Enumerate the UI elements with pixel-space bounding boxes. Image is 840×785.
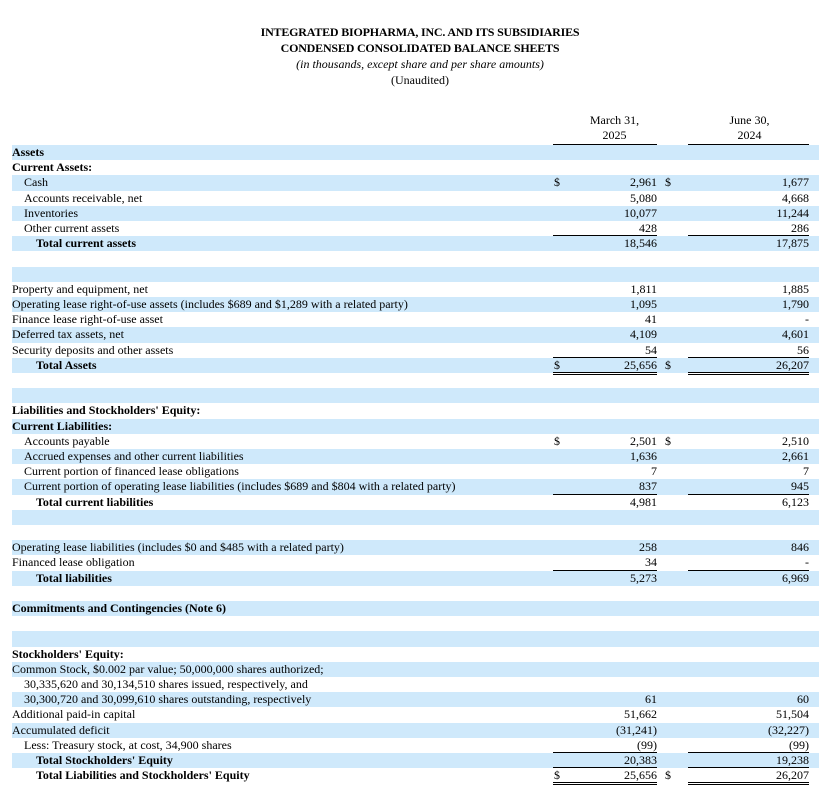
units-note: (in thousands, except share and per share amounts)	[296, 57, 544, 71]
value-march-2025: 258	[639, 540, 657, 555]
underline	[688, 235, 809, 236]
row-label: 30,335,620 and 30,134,510 shares issued, respectively, and	[24, 677, 308, 691]
column-header-line1: March 31,	[589, 113, 640, 127]
value-june-2024: -	[805, 555, 809, 570]
value-june-2024: (32,227)	[768, 722, 809, 737]
value-march-2025: 1,636	[630, 449, 657, 463]
table-row	[12, 738, 819, 753]
row-label: Accounts receivable, net	[24, 190, 143, 205]
value-march-2025: (31,241)	[616, 722, 657, 737]
row-label: Security deposits and other assets	[12, 342, 174, 357]
table-row	[12, 707, 819, 722]
table-row	[12, 464, 819, 479]
row-label: Deferred tax assets, net	[12, 327, 124, 342]
underline	[688, 752, 809, 753]
table-row	[12, 723, 819, 738]
value-june-2024: 1,677	[782, 175, 809, 190]
row-label: Common Stock, $0.002 par value; 50,000,000 shares authorized;	[12, 661, 324, 676]
currency-symbol: $	[554, 433, 560, 448]
row-label: Total Liabilities and Stockholders' Equity	[36, 768, 250, 783]
audit-note: (Unaudited)	[391, 73, 449, 87]
table-row	[12, 221, 819, 236]
currency-symbol: $	[665, 357, 671, 372]
value-march-2025: 4,981	[630, 494, 657, 509]
value-june-2024: 17,875	[776, 236, 809, 251]
table-row	[12, 358, 819, 373]
table-row	[12, 540, 819, 555]
row-label: Operating lease right-of-use assets (includes $689 and $1,289 with a related party)	[12, 297, 408, 311]
value-june-2024: 286	[791, 221, 809, 235]
value-march-2025: 7	[651, 464, 657, 479]
row-label: Total Stockholders' Equity	[36, 753, 173, 767]
row-label: Liabilities and Stockholders' Equity:	[12, 403, 201, 418]
table-row	[12, 479, 819, 494]
table-row	[12, 434, 819, 449]
value-march-2025: 51,662	[624, 707, 657, 722]
value-june-2024: 56	[797, 342, 809, 357]
row-label: Inventories	[24, 205, 78, 220]
table-row	[12, 191, 819, 206]
value-june-2024: 2,510	[782, 433, 809, 448]
table-row	[12, 160, 819, 175]
row-label: Financed lease obligation	[12, 555, 135, 570]
table-row	[12, 251, 819, 266]
table-row	[12, 206, 819, 221]
row-label: Total liabilities	[36, 570, 112, 585]
table-row	[12, 327, 819, 342]
value-june-2024: 11,244	[776, 205, 809, 220]
table-row	[12, 312, 819, 327]
table-row	[12, 677, 819, 692]
table-row	[12, 616, 819, 631]
row-label: Accounts payable	[24, 433, 110, 448]
value-june-2024: 4,601	[782, 327, 809, 342]
row-label: Accumulated deficit	[12, 722, 110, 737]
row-label: Total current liabilities	[36, 494, 154, 509]
double-underline	[553, 372, 657, 375]
double-underline	[688, 372, 809, 375]
report-header	[0, 24, 840, 88]
row-label: Commitments and Contingencies (Note 6)	[12, 601, 226, 615]
row-label: Less: Treasury stock, at cost, 34,900 shares	[24, 737, 232, 752]
row-label: Stockholders' Equity:	[12, 646, 124, 661]
value-june-2024: 945	[791, 479, 809, 494]
underline	[688, 357, 809, 358]
value-june-2024: 1,885	[782, 281, 809, 296]
currency-symbol: $	[665, 768, 671, 783]
table-row	[12, 267, 819, 282]
value-march-2025: (99)	[637, 737, 657, 752]
underline	[553, 570, 657, 571]
row-label: Additional paid-in capital	[12, 707, 136, 722]
column-header-march-2025	[572, 113, 657, 143]
row-label: 30,300,720 and 30,099,610 shares outstanding, respectively	[24, 692, 312, 707]
row-label: Operating lease liabilities (includes $0 and $485 with a related party)	[12, 540, 344, 555]
value-june-2024: 846	[791, 540, 809, 555]
currency-symbol: $	[665, 433, 671, 448]
column-header-june-2024	[707, 113, 792, 143]
table-row	[12, 647, 819, 662]
currency-symbol: $	[554, 357, 560, 372]
table-row	[12, 586, 819, 601]
value-june-2024: 6,969	[782, 570, 809, 585]
value-march-2025: 34	[645, 555, 657, 570]
value-march-2025: 5,080	[630, 190, 657, 205]
column-header-line2: 2024	[737, 128, 762, 142]
value-june-2024: -	[805, 312, 809, 327]
table-row	[12, 449, 819, 464]
underline	[553, 494, 657, 495]
value-march-2025: 54	[645, 342, 657, 357]
table-row	[12, 495, 819, 510]
value-june-2024: 7	[803, 464, 809, 479]
value-june-2024: 26,207	[776, 357, 809, 372]
table-row	[12, 236, 819, 251]
column-header-line2: 2025	[602, 128, 627, 142]
currency-symbol: $	[554, 768, 560, 783]
value-march-2025: 20,383	[624, 753, 657, 767]
underline	[553, 767, 657, 768]
table-row	[12, 662, 819, 677]
value-march-2025: 428	[639, 221, 657, 235]
row-label: Current Assets:	[12, 160, 93, 175]
column-header-line1: June 30,	[729, 113, 770, 127]
underline	[553, 752, 657, 753]
underline	[688, 494, 809, 495]
table-row	[12, 343, 819, 358]
company-name: INTEGRATED BIOPHARMA, INC. AND ITS SUBSIDIARIES	[260, 25, 580, 39]
row-label: Other current assets	[24, 221, 120, 235]
table-row	[12, 768, 819, 783]
table-row	[12, 373, 819, 388]
row-label: Assets	[12, 145, 44, 159]
value-march-2025: 4,109	[630, 327, 657, 342]
currency-symbol: $	[554, 175, 560, 190]
table-row	[12, 145, 819, 160]
statement-title: CONDENSED CONSOLIDATED BALANCE SHEETS	[280, 41, 560, 55]
value-march-2025: 41	[645, 312, 657, 327]
value-march-2025: 2,961	[630, 175, 657, 190]
table-row	[12, 175, 819, 190]
value-march-2025: 25,656	[624, 357, 657, 372]
table-row	[12, 388, 819, 403]
underline	[553, 357, 657, 358]
value-june-2024: (99)	[789, 737, 809, 752]
table-row	[12, 601, 819, 616]
value-march-2025: 25,656	[624, 768, 657, 783]
value-march-2025: 2,501	[630, 433, 657, 448]
value-june-2024: 19,238	[776, 753, 809, 767]
underline	[688, 570, 809, 571]
row-label: Total Assets	[36, 357, 97, 372]
underline	[553, 235, 657, 236]
table-row	[12, 525, 819, 540]
value-march-2025: 18,546	[624, 236, 657, 251]
row-label: Accrued expenses and other current liabilities	[24, 449, 244, 463]
value-june-2024: 4,668	[782, 190, 809, 205]
value-march-2025: 837	[639, 479, 657, 494]
value-march-2025: 61	[645, 692, 657, 707]
value-june-2024: 1,790	[782, 297, 809, 311]
table-row	[12, 419, 819, 434]
row-label: Total current assets	[36, 236, 136, 251]
value-march-2025: 1,095	[630, 297, 657, 311]
value-march-2025: 1,811	[630, 281, 657, 296]
row-label: Current portion of operating lease liabilities (includes $689 and $804 with a related party)	[24, 479, 456, 494]
table-row	[12, 297, 819, 312]
value-june-2024: 2,661	[782, 449, 809, 463]
table-row	[12, 631, 819, 646]
table-row	[12, 571, 819, 586]
table-row	[12, 753, 819, 768]
value-june-2024: 26,207	[776, 768, 809, 783]
row-label: Finance lease right-of-use asset	[12, 312, 163, 327]
value-march-2025: 10,077	[624, 205, 657, 220]
row-label: Cash	[24, 175, 48, 190]
table-row	[12, 403, 819, 418]
table-row	[12, 692, 819, 707]
row-label: Property and equipment, net	[12, 281, 148, 296]
row-label: Current portion of financed lease obligations	[24, 464, 239, 479]
table-row	[12, 510, 819, 525]
value-march-2025: 5,273	[630, 570, 657, 585]
table-row	[12, 282, 819, 297]
value-june-2024: 60	[797, 692, 809, 707]
value-june-2024: 51,504	[776, 707, 809, 722]
table-row	[12, 555, 819, 570]
value-june-2024: 6,123	[782, 494, 809, 509]
currency-symbol: $	[665, 175, 671, 190]
underline	[688, 767, 809, 768]
row-label: Current Liabilities:	[12, 418, 113, 433]
